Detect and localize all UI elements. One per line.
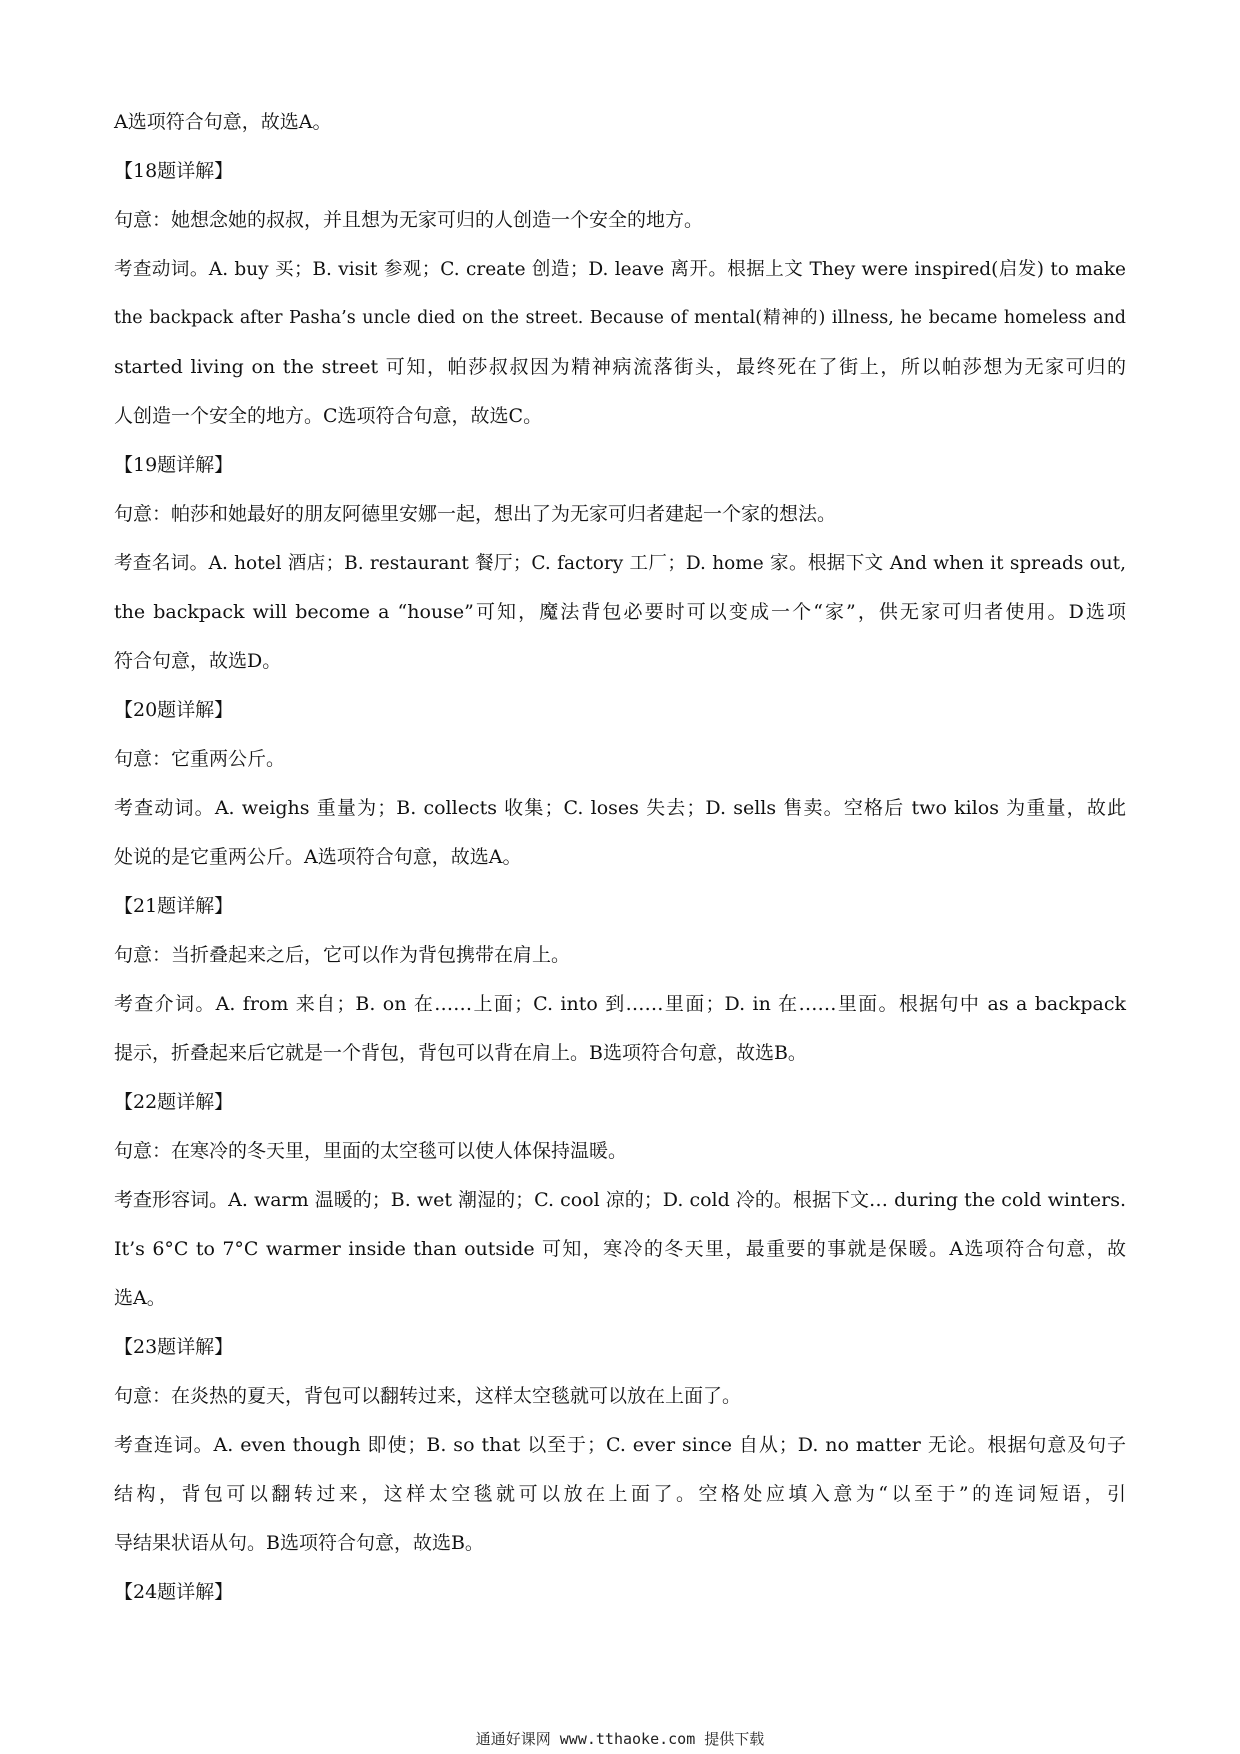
text-line: the backpack after Pasha’s uncle died on the street. Because of mental(精神的) illness, he became homeless and: [114, 308, 1126, 328]
section-heading: 【21题详解】: [114, 895, 234, 917]
section-heading: 【19题详解】: [114, 454, 234, 476]
text-line: the backpack will become a “house”可知，魔法背包必要时可以变成一个“家”，供无家可归者使用。D选项: [114, 601, 1126, 623]
text-line: 句意：在炎热的夏天，背包可以翻转过来，这样太空毯就可以放在上面了。: [114, 1385, 742, 1407]
text-line: 考查连词。A. even though 即使；B. so that 以至于；C. ever since 自从；D. no matter 无论。根据句意及句子: [114, 1434, 1126, 1456]
text-line: 考查形容词。A. warm 温暖的；B. wet 潮湿的；C. cool 凉的；D. cold 冷的。根据下文… during the cold winters.: [114, 1189, 1126, 1211]
text-line: 提示，折叠起来后它就是一个背包，背包可以背在肩上。B选项符合句意，故选B。: [114, 1042, 807, 1064]
text-line: 句意：当折叠起来之后，它可以作为背包携带在肩上。: [114, 944, 571, 966]
text-line: 符合句意，故选D。: [114, 650, 282, 672]
text-line: 人创造一个安全的地方。C选项符合句意，故选C。: [114, 405, 543, 427]
text-line: 考查名词。A. hotel 酒店；B. restaurant 餐厅；C. factory 工厂；D. home 家。根据下文 And when it spreads out,: [114, 553, 1126, 574]
text-line: 句意：它重两公斤。: [114, 748, 286, 770]
text-line: 考查动词。A. weighs 重量为；B. collects 收集；C. loses 失去；D. sells 售卖。空格后 two kilos 为重量，故此: [114, 797, 1126, 819]
text-line: It’s 6°C to 7°C warmer inside than outside 可知，寒冷的冬天里，最重要的事就是保暖。A选项符合句意，故: [114, 1238, 1126, 1260]
text-line: started living on the street 可知，帕莎叔叔因为精神病流落街头，最终死在了街上，所以帕莎想为无家可归的: [114, 356, 1126, 378]
text-line: 句意：帕莎和她最好的朋友阿德里安娜一起，想出了为无家可归者建起一个家的想法。: [114, 503, 837, 525]
page-footer: 通通好课网 www.tthaoke.com 提供下载: [475, 1730, 765, 1748]
section-heading: 【20题详解】: [114, 699, 234, 721]
section-heading: 【18题详解】: [114, 160, 234, 182]
text-line: 结构，背包可以翻转过来，这样太空毯就可以放在上面了。空格处应填入意为“以至于”的连词短语，引: [114, 1483, 1126, 1505]
section-heading: 【22题详解】: [114, 1091, 234, 1113]
section-heading: 【24题详解】: [114, 1581, 234, 1603]
section-heading: 【23题详解】: [114, 1336, 234, 1358]
text-line: 处说的是它重两公斤。A选项符合句意，故选A。: [114, 846, 522, 868]
text-line: 导结果状语从句。B选项符合句意，故选B。: [114, 1532, 484, 1554]
text-line: 考查动词。A. buy 买；B. visit 参观；C. create 创造；D. leave 离开。根据上文 They were inspired(启发) to make: [114, 259, 1126, 280]
text-line: 句意：在寒冷的冬天里，里面的太空毯可以使人体保持温暖。: [114, 1140, 628, 1162]
text-line: 考查介词。A. from 来自；B. on 在……上面；C. into 到……里面；D. in 在……里面。根据句中 as a backpack: [114, 993, 1126, 1015]
text-line: A选项符合句意，故选A。: [114, 111, 332, 133]
document-body: [114, 98, 1126, 1617]
text-line: 选A。: [114, 1287, 166, 1309]
text-line: 句意：她想念她的叔叔，并且想为无家可归的人创造一个安全的地方。: [114, 209, 704, 231]
